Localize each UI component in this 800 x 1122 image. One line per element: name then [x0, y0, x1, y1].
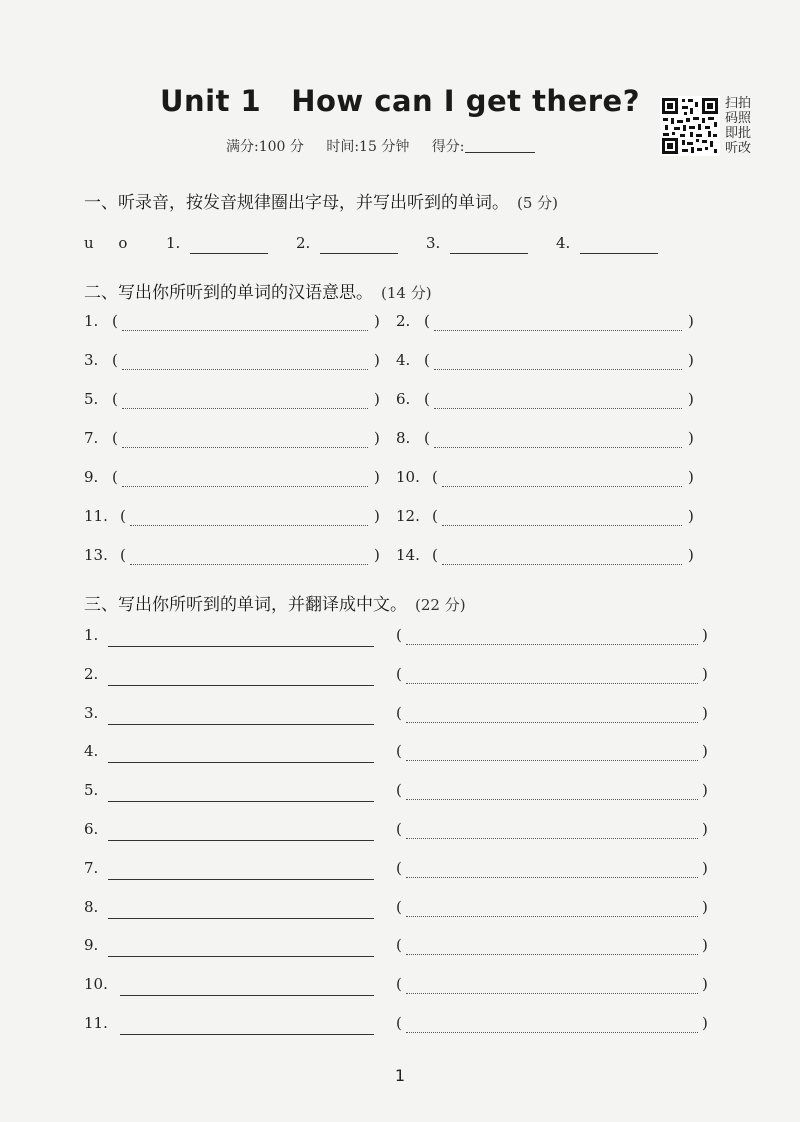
answer-blank[interactable]: [296, 234, 398, 254]
word-translation-row: [84, 742, 724, 768]
translation-dotted-line[interactable]: [406, 1032, 698, 1033]
translation-item: [84, 546, 390, 572]
translation-item: [84, 390, 390, 416]
translation-item: [84, 468, 390, 494]
blank-number: 1.: [166, 234, 181, 252]
item-number: 3.: [84, 703, 99, 722]
right-paren: ): [702, 781, 708, 800]
right-paren: ): [702, 936, 708, 955]
item-number: 10.: [396, 468, 420, 486]
translation-item: [84, 312, 390, 338]
word-translation-row: [84, 820, 724, 846]
word-translation-row: [84, 898, 724, 924]
left-paren: (: [396, 858, 402, 877]
word-translation-row: [84, 704, 724, 730]
left-paren: (: [396, 975, 402, 994]
blank-number: 3.: [426, 234, 441, 252]
left-paren: (: [120, 507, 126, 525]
left-paren: (: [396, 664, 402, 683]
item-number: 3.: [84, 351, 99, 369]
qr-caption-line: 即批: [725, 126, 752, 141]
item-number: 14.: [396, 546, 420, 564]
qr-code-graphic: [660, 96, 720, 156]
right-paren: ): [688, 390, 694, 408]
word-answer-line[interactable]: [108, 879, 374, 880]
section3-heading: [84, 590, 466, 615]
translation-dotted-line[interactable]: [406, 760, 698, 761]
unit-title: How can I get there?: [291, 84, 641, 118]
translation-dotted-line[interactable]: [406, 799, 698, 800]
word-answer-line[interactable]: [108, 685, 374, 686]
answer-dotted-line[interactable]: [122, 408, 368, 409]
word-answer-line[interactable]: [108, 801, 374, 802]
left-paren: (: [396, 897, 402, 916]
left-paren: (: [424, 351, 430, 369]
item-number: 5.: [84, 781, 99, 800]
qr-caption: [725, 96, 759, 156]
translation-item: [396, 507, 702, 533]
letter-options[interactable]: u o: [84, 234, 138, 252]
left-paren: (: [396, 626, 402, 644]
qr-code[interactable]: [660, 96, 720, 156]
qr-caption-line: 听改: [725, 141, 752, 156]
right-paren: ): [688, 507, 694, 525]
right-paren: ): [374, 312, 380, 330]
item-number: 12.: [396, 507, 420, 525]
full-score: 满分:100 分: [226, 139, 304, 155]
left-paren: (: [396, 820, 402, 838]
section1-heading: [84, 188, 558, 213]
blank-line[interactable]: [320, 253, 398, 254]
item-number: 9.: [84, 468, 99, 486]
word-answer-line[interactable]: [120, 1034, 374, 1035]
item-number: 11.: [84, 1014, 108, 1032]
right-paren: ): [374, 468, 380, 486]
item-number: 1.: [84, 626, 99, 644]
left-paren: (: [120, 546, 126, 564]
translation-item: [84, 351, 390, 377]
left-paren: (: [396, 1014, 402, 1032]
word-answer-line[interactable]: [108, 646, 374, 647]
word-answer-line[interactable]: [108, 724, 374, 725]
translation-item: [396, 429, 702, 455]
answer-dotted-line[interactable]: [442, 486, 682, 487]
blank-line[interactable]: [450, 253, 528, 254]
translation-item: [84, 429, 390, 455]
right-paren: ): [702, 897, 708, 916]
answer-blank[interactable]: [426, 234, 528, 254]
left-paren: (: [112, 351, 118, 369]
word-answer-line[interactable]: [108, 956, 374, 957]
word-answer-line[interactable]: [108, 762, 374, 763]
answer-dotted-line[interactable]: [434, 330, 682, 331]
translation-dotted-line[interactable]: [406, 644, 698, 645]
page-number: 1: [394, 1066, 406, 1085]
translation-item: [396, 468, 702, 494]
item-number: 7.: [84, 858, 99, 877]
item-number: 6.: [396, 390, 411, 408]
right-paren: ): [688, 546, 694, 564]
right-paren: ): [374, 507, 380, 525]
left-paren: (: [432, 468, 438, 486]
translation-item: [396, 351, 702, 377]
translation-item: [84, 507, 390, 533]
section2-points: (14 分): [381, 284, 432, 302]
left-paren: (: [396, 936, 402, 955]
section1-title: 一、听录音，按发音规律圈出字母，并写出听到的单词。: [84, 193, 509, 213]
word-translation-row: [84, 665, 724, 691]
time-limit: 时间:15 分钟: [326, 139, 410, 155]
right-paren: ): [688, 351, 694, 369]
right-paren: ): [374, 351, 380, 369]
translation-dotted-line[interactable]: [406, 916, 698, 917]
item-number: 4.: [84, 742, 99, 761]
left-paren: (: [396, 781, 402, 800]
left-paren: (: [424, 312, 430, 330]
right-paren: ): [702, 1014, 708, 1032]
item-number: 5.: [84, 390, 99, 408]
item-number: 2.: [84, 664, 99, 683]
blank-line[interactable]: [190, 253, 268, 254]
left-paren: (: [432, 507, 438, 525]
translation-dotted-line[interactable]: [406, 954, 698, 955]
unit-label: Unit 1: [159, 84, 262, 118]
section1-points: (5 分): [517, 194, 559, 212]
left-paren: (: [396, 703, 402, 722]
answer-dotted-line[interactable]: [122, 330, 368, 331]
right-paren: ): [702, 664, 708, 683]
section3-title: 三、写出你所听到的单词，并翻译成中文。: [84, 595, 407, 615]
right-paren: ): [702, 975, 708, 994]
left-paren: (: [432, 546, 438, 564]
translation-item: [396, 390, 702, 416]
score-info: [226, 136, 553, 156]
qr-caption-line: 码照: [725, 111, 752, 126]
right-paren: ): [702, 858, 708, 877]
answer-dotted-line[interactable]: [442, 564, 682, 565]
translation-item: [396, 546, 702, 572]
word-translation-row: [84, 781, 724, 807]
answer-dotted-line[interactable]: [434, 408, 682, 409]
word-translation-row: [84, 859, 724, 885]
word-translation-row: [84, 975, 724, 1001]
left-paren: (: [396, 742, 402, 761]
right-paren: ): [688, 429, 694, 447]
answer-dotted-line[interactable]: [122, 447, 368, 448]
item-number: 13.: [84, 546, 108, 564]
item-number: 8.: [396, 429, 411, 447]
item-number: 7.: [84, 429, 99, 447]
qr-caption-line: 扫拍: [725, 96, 752, 111]
right-paren: ): [374, 390, 380, 408]
right-paren: ): [688, 312, 694, 330]
answer-dotted-line[interactable]: [442, 525, 682, 526]
blank-line[interactable]: [580, 253, 658, 254]
word-translation-row: [84, 936, 724, 962]
right-paren: ): [702, 820, 708, 838]
right-paren: ): [688, 468, 694, 486]
left-paren: (: [112, 312, 118, 330]
section1-row: [84, 234, 684, 260]
word-translation-row: [84, 626, 724, 652]
score-label: 得分:: [431, 139, 465, 155]
left-paren: (: [112, 390, 118, 408]
answer-blank[interactable]: [166, 234, 268, 254]
answer-dotted-line[interactable]: [130, 525, 368, 526]
word-answer-line[interactable]: [120, 995, 374, 996]
item-number: 4.: [396, 351, 411, 369]
answer-dotted-line[interactable]: [122, 486, 368, 487]
translation-dotted-line[interactable]: [406, 722, 698, 723]
section2-title: 二、写出你所听到的单词的汉语意思。: [84, 283, 373, 303]
item-number: 6.: [84, 820, 99, 838]
translation-dotted-line[interactable]: [406, 993, 698, 994]
right-paren: ): [702, 703, 708, 722]
left-paren: (: [112, 429, 118, 447]
right-paren: ): [702, 742, 708, 761]
blank-number: 2.: [296, 234, 311, 252]
left-paren: (: [424, 429, 430, 447]
translation-dotted-line[interactable]: [406, 838, 698, 839]
item-number: 8.: [84, 897, 99, 916]
item-number: 11.: [84, 507, 108, 525]
answer-dotted-line[interactable]: [122, 369, 368, 370]
right-paren: ): [374, 429, 380, 447]
answer-dotted-line[interactable]: [434, 369, 682, 370]
item-number: 9.: [84, 936, 99, 955]
word-translation-row: [84, 1014, 724, 1040]
translation-dotted-line[interactable]: [406, 683, 698, 684]
word-answer-line[interactable]: [108, 840, 374, 841]
item-number: 1.: [84, 312, 99, 330]
left-paren: (: [424, 390, 430, 408]
section2-heading: [84, 278, 432, 303]
blank-number: 4.: [556, 234, 571, 252]
translation-item: [396, 312, 702, 338]
right-paren: ): [374, 546, 380, 564]
item-number: 10.: [84, 975, 108, 994]
answer-dotted-line[interactable]: [130, 564, 368, 565]
section3-points: (22 分): [415, 596, 466, 614]
left-paren: (: [112, 468, 118, 486]
right-paren: ): [702, 626, 708, 644]
translation-dotted-line[interactable]: [406, 877, 698, 878]
word-answer-line[interactable]: [108, 918, 374, 919]
item-number: 2.: [396, 312, 411, 330]
answer-blank[interactable]: [556, 234, 658, 254]
score-blank[interactable]: [465, 152, 535, 153]
answer-dotted-line[interactable]: [434, 447, 682, 448]
